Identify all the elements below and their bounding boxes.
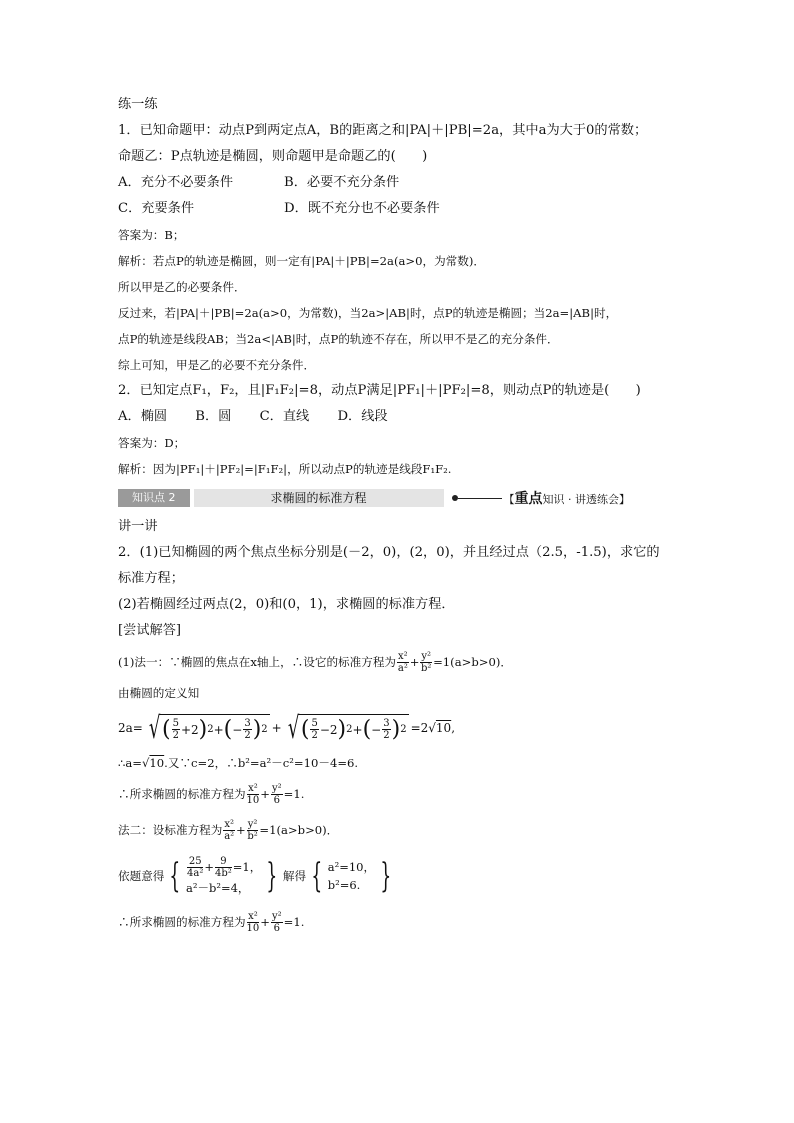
q1-options-ab	[118, 170, 678, 196]
q1-solution-3: 反过来，若|PA|＋|PB|=2a(a>0，为常数)，当2a>|AB|时，点P的轨迹是椭圆；当2a=|AB|时，	[118, 306, 618, 320]
q2-options	[118, 404, 678, 430]
q2-stem: 2．已知定点F₁，F₂，且|F₁F₂|=8，动点P满足|PF₁|＋|PF₂|=8，则动点P的轨迹是( )	[118, 383, 641, 398]
lecture-heading: 讲一讲	[118, 519, 158, 534]
q2-solution: 解析：因为|PF₁|＋|PF₂|=|F₁F₂|，所以动点P的轨迹是线段F₁F₂.	[118, 462, 452, 476]
document-page	[118, 92, 678, 940]
q1-solution-2: 所以甲是乙的必要条件．	[118, 280, 246, 294]
q1-stem-2: 命题乙：P点轨迹是椭圆，则命题甲是命题乙的( )	[118, 149, 428, 164]
ex2-stem-2: 标准方程；	[118, 571, 184, 586]
q1-stem-1: 1．已知命题甲：动点P到两定点A，B的距离之和|PA|＋|PB|=2a，其中a为大于0的常数；	[118, 123, 648, 138]
equation-system: { $\frac{25}{\text{4a²}}$ + $\frac{9}{\text{4b²}}$ =1， a²－b²=4， }	[169, 855, 278, 896]
section-banner	[118, 488, 678, 508]
method2-setup: 法二：设标准方程为 $\frac{\text{x²}}{\text{a²}}$ + $\frac{\text{y²}}{\text{b²}}$ =1(a>b>0)．	[118, 818, 339, 842]
q1-answer: 答案为：B；	[118, 228, 185, 242]
section-title: 求椭圆的标准方程	[194, 489, 444, 507]
fraction-x2-a2: $\frac{\text{x²}}{\text{a²}}$	[397, 650, 408, 674]
ex2-stem-3: (2)若椭圆经过两点(2，0)和(0，1)，求椭圆的标准方程．	[118, 597, 455, 612]
q1-options-cd	[118, 196, 678, 222]
method1-result: ∴所求椭圆的标准方程为 $\frac{\text{x²}}{10}$ + $\frac{\text{y²}}{6}$ =1.	[118, 782, 305, 806]
section-tag: 知识点 2	[118, 489, 190, 507]
banner-rule	[458, 498, 502, 499]
sqrt-term-2: √ ( $\frac{5}{2}$ −2 ) 2 + ( − $\frac{3}{2}$ ) 2	[287, 710, 407, 746]
q1-option-c: C．充要条件	[118, 201, 195, 216]
fraction-y2-b2: $\frac{\text{y²}}{\text{b²}}$	[421, 650, 432, 674]
q1-solution-1: 解析：若点P的轨迹是椭圆，则一定有|PA|＋|PB|=2a(a>0，为常数)．	[118, 254, 485, 268]
a-value-line: ∴a=√10.又∵c=2，∴b²=a²－c²=10－4=6.	[118, 756, 359, 770]
q2-option-a: A．椭圆	[118, 409, 168, 424]
q1-solution-5: 综上可知，甲是乙的必要不充分条件．	[118, 358, 316, 372]
distance-equation: 2a= √ ( $\frac{5}{2}$ +2 ) 2 + ( − $\frac{3}{2}$ ) 2 + √ ( $\frac{5}{2}$ −2 ) 2 + ( − $\frac{3}{2}$ ) 2 =2 √ 10 ,	[118, 710, 456, 746]
solution-system: { a²=10， b²=6. }	[311, 856, 392, 896]
q1-option-b: B．必要不充分条件	[284, 175, 400, 190]
ex2-stem-1: 2．(1)已知椭圆的两个焦点坐标分别是(－2，0)，(2，0)，并且经过点（2.5，-1.5)，求它的	[118, 545, 660, 560]
q2-option-d: D．线段	[337, 409, 388, 424]
q2-answer: 答案为：D；	[118, 436, 186, 450]
method2-system: 依题意得 { $\frac{25}{\text{4a²}}$ + $\frac{9}{\text{4b²}}$ =1， a²－b²=4， } 解得 { a²=10， b²=6. }	[118, 848, 678, 904]
definition-line: 由椭圆的定义知	[118, 686, 200, 700]
q1-option-a: A．充分不必要条件	[118, 175, 234, 190]
q1-solution-4: 点P的轨迹是线段AB；当2a<|AB|时，点P的轨迹不存在，所以甲不是乙的充分条件．	[118, 332, 559, 346]
try-solve-label: [尝试解答]	[118, 623, 182, 638]
key-point-label: 【重点知识 · 讲透练会】	[503, 491, 630, 507]
q2-option-c: C．直线	[259, 409, 310, 424]
method1-setup: (1)法一：∵椭圆的焦点在x轴上，∴设它的标准方程为 $\frac{\text{x²}}{\text{a²}}$ + $\frac{\text{y²}}{\text{b²}}$ =1(a>b>0)．	[118, 650, 512, 674]
practice-heading: 练一练	[118, 97, 158, 112]
sqrt-term-1: √ ( $\frac{5}{2}$ +2 ) 2 + ( − $\frac{3}{2}$ ) 2	[148, 710, 268, 746]
q1-option-d: D．既不充分也不必要条件	[284, 201, 440, 216]
method2-result: ∴所求椭圆的标准方程为 $\frac{\text{x²}}{10}$ + $\frac{\text{y²}}{6}$ =1.	[118, 910, 305, 934]
q2-option-b: B．圆	[195, 409, 232, 424]
